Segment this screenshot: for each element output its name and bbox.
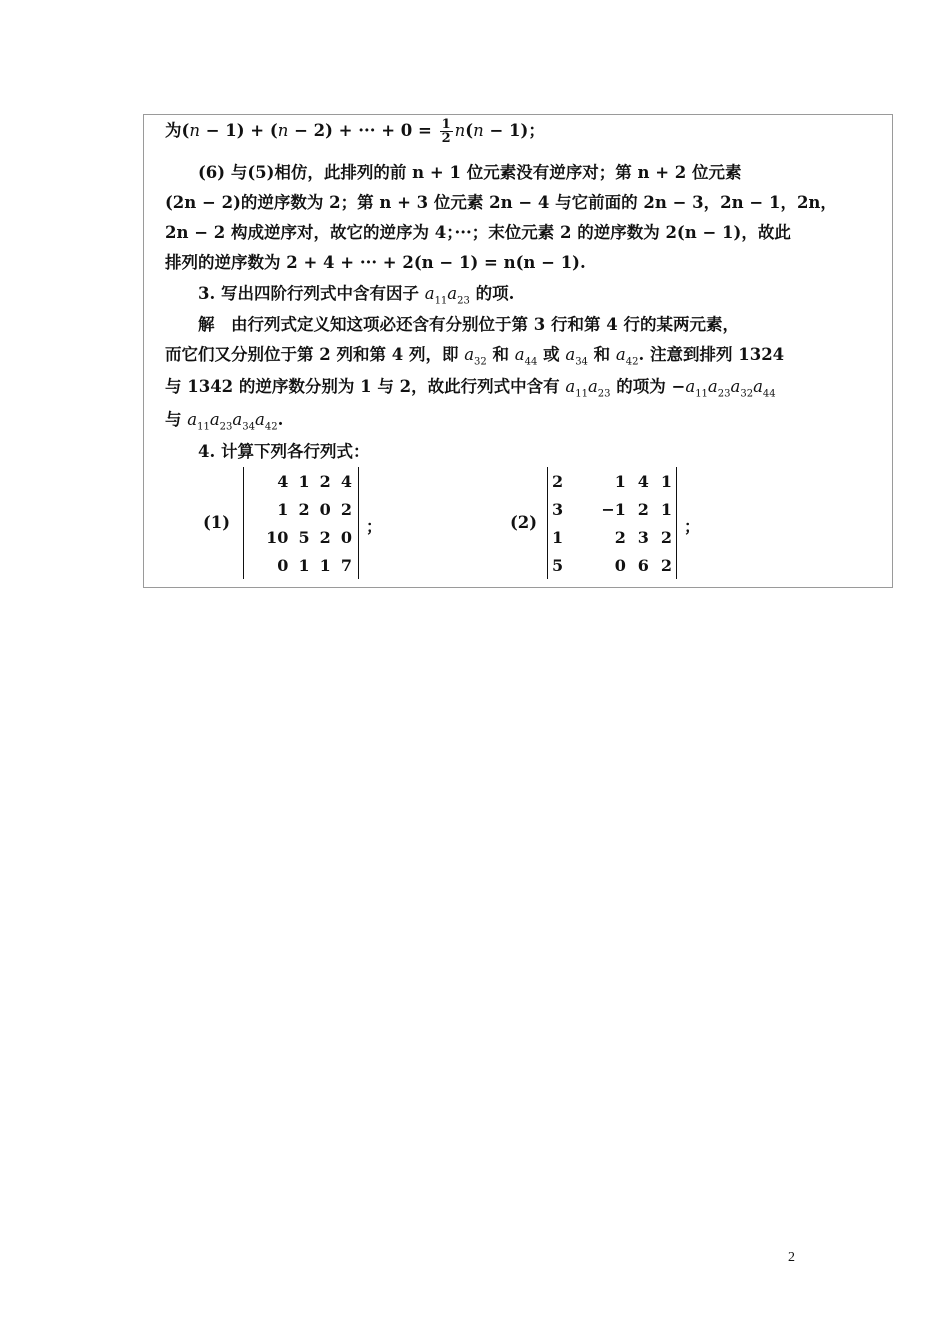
text-line-9: 与 1342 的逆序数分别为 1 与 2，故此行列式中含有 $a_{11}a_{23}$ 的项为 $-a_{11}a_{23}a_{32}a_{44}$ (165, 377, 776, 400)
fraction-one-half: $\frac{1}{2}$ (441, 117, 451, 146)
text-line-11: 4. 计算下列各行列式： (198, 442, 370, 461)
determinant-1-row: 1 2 0 2 (277, 499, 352, 519)
determinant-2-label: (2) (510, 513, 538, 532)
determinant-1-semicolon: ； (366, 517, 383, 536)
text-line-3: (2n − 2)的逆序数为 2；第 n + 3 位元素 2n − 4 与它前面的 2n − 3，2n − 1，2n， (165, 193, 837, 212)
determinant-2-semicolon: ； (684, 517, 701, 536)
text-line-2: (6) 与(5)相仿，此排列的前 n + 1 位元素没有逆序对；第 n + 2 位元素 (198, 163, 742, 182)
determinant-2 (547, 467, 677, 579)
determinant-1-label: (1) (203, 513, 231, 532)
determinant-2-row: 2 1 4 1 (552, 471, 672, 491)
page-number: 2 (788, 1250, 795, 1265)
determinant-1-row: 4 1 2 4 (277, 471, 352, 491)
text-line-5: 排列的逆序数为 2 + 4 + ··· + 2(n − 1) = n(n − 1). (165, 253, 586, 272)
determinant-1-row: 10 5 2 0 (266, 527, 352, 547)
text-line-10: 与 $a_{11}a_{23}a_{34}a_{42}$. (165, 410, 284, 433)
text-line-6: 3. 写出四阶行列式中含有因子 $a_{11}a_{23}$ 的项. (198, 284, 515, 307)
determinant-2-row: 5 0 6 2 (552, 555, 672, 575)
determinant-1-row: 0 1 1 7 (277, 555, 352, 575)
text-line-4: 2n − 2 构成逆序对，故它的逆序为 4；···；末位元素 2 的逆序数为 2(n − 1)，故此 (165, 223, 791, 242)
text-line-7: 解 由行列式定义知这项必还含有分别位于第 3 行和第 4 行的某两元素， (198, 315, 739, 334)
text-line-8: 而它们又分别位于第 2 列和第 4 列，即 $a_{32}$ 和 $a_{44}$ 或 $a_{34}$ 和 $a_{42}$. 注意到排列 1324 (165, 345, 785, 368)
determinant-1 (243, 467, 359, 579)
determinant-2-row: 1 2 3 2 (552, 527, 672, 547)
determinant-2-row: 3 −1 2 1 (552, 499, 672, 519)
text-line-1: 为(n − 1) + (n − 2) + ··· + 0 = $\frac{1}{2}$ n(n − 1)； (165, 117, 545, 146)
